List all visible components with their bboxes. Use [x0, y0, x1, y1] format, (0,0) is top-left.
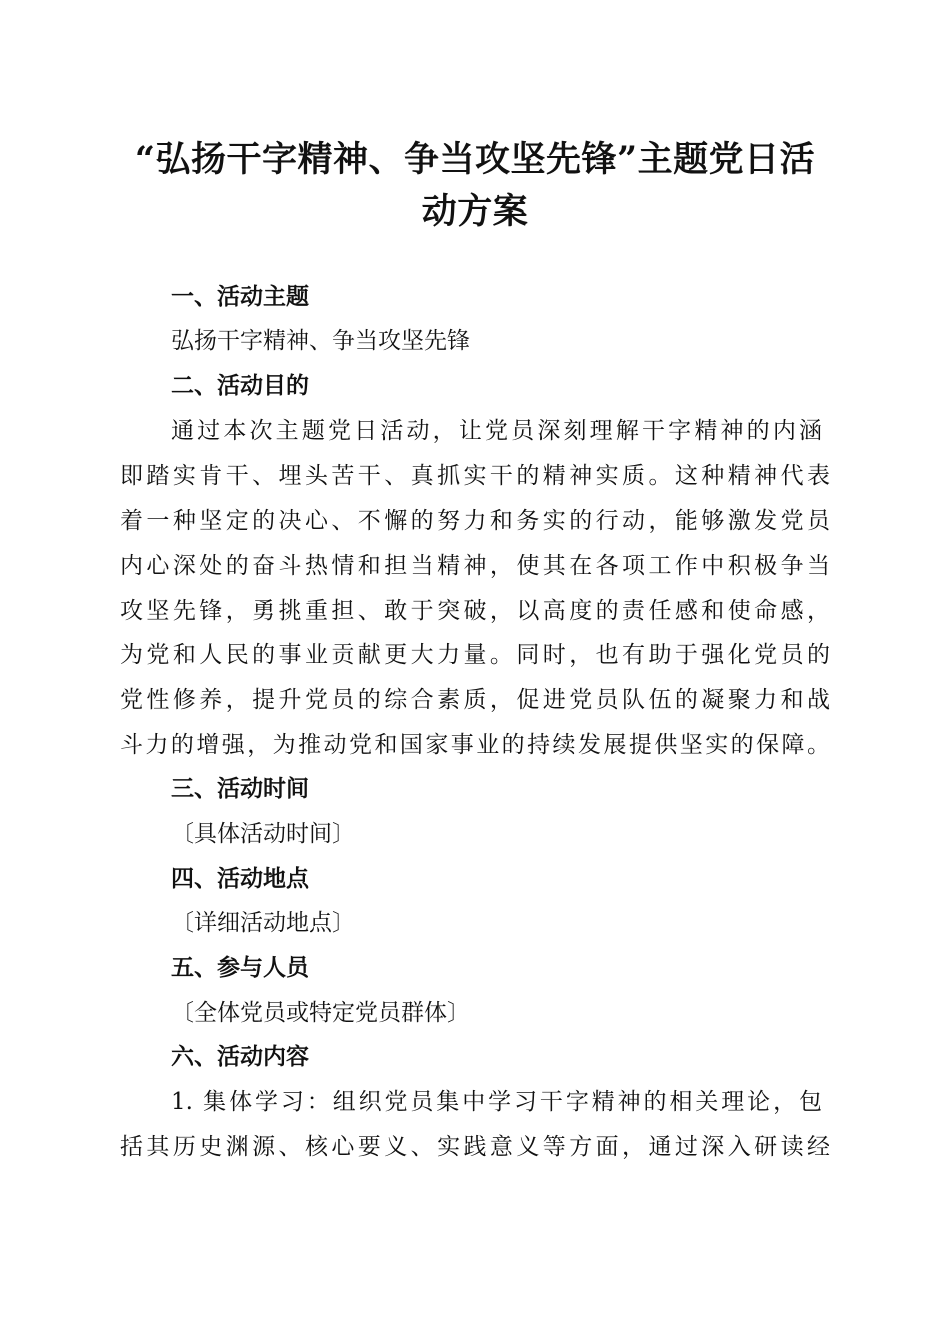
- purpose-line: 党性修养，提升党员的综合素质，促进党员队伍的凝聚力和战: [120, 687, 830, 713]
- time-text: 〔具体活动时间〕: [171, 821, 355, 847]
- document-title: [120, 134, 830, 238]
- purpose-line: 攻坚先锋，勇挑重担、敢于突破，以高度的责任感和使命感，: [120, 598, 830, 624]
- theme-text: 弘扬干字精神、争当攻坚先锋: [171, 328, 470, 354]
- purpose-line: 着一种坚定的决心、不懈的努力和务实的行动，能够激发党员: [120, 508, 830, 534]
- content-line: 1. 集体学习：组织党员集中学习干字精神的相关理论，包: [171, 1089, 822, 1115]
- purpose-line: 通过本次主题党日活动，让党员深刻理解干字精神的内涵: [171, 418, 822, 444]
- purpose-line: 为党和人民的事业贡献更大力量。同时，也有助于强化党员的: [120, 642, 830, 668]
- purpose-line: 斗力的增强，为推动党和国家事业的持续发展提供坚实的保障。: [120, 732, 830, 758]
- title-line-2: 动方案: [421, 191, 529, 232]
- section-heading-participants: 五、参与人员: [171, 955, 309, 981]
- section-heading-content: 六、活动内容: [171, 1044, 309, 1070]
- section-heading-theme: 一、活动主题: [171, 284, 309, 310]
- purpose-line: 即踏实肯干、埋头苦干、真抓实干的精神实质。这种精神代表: [120, 463, 830, 489]
- section-heading-purpose: 二、活动目的: [171, 373, 309, 399]
- section-heading-time: 三、活动时间: [171, 776, 309, 802]
- purpose-line: 内心深处的奋斗热情和担当精神，使其在各项工作中积极争当: [120, 553, 830, 579]
- content-line: 括其历史渊源、核心要义、实践意义等方面，通过深入研读经: [120, 1134, 830, 1160]
- participants-text: 〔全体党员或特定党员群体〕: [171, 1000, 470, 1026]
- section-heading-location: 四、活动地点: [171, 866, 309, 892]
- title-line-1: “弘扬干字精神、争当攻坚先锋”主题党日活: [134, 139, 816, 180]
- location-text: 〔详细活动地点〕: [171, 910, 355, 936]
